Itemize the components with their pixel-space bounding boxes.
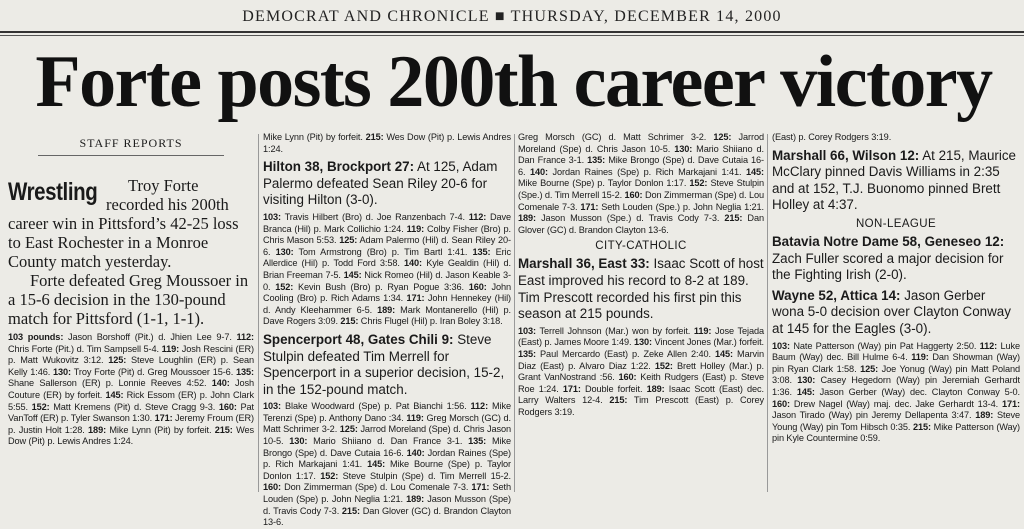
batavia-summary <box>772 234 1020 284</box>
marshall-east-summary <box>518 256 764 322</box>
spencerport-results-cont: Greg Morsch (GC) d. Matt Schrimer 3-2. 125: Jarrod Moreland (Spe) d. Chris Jason 10-5. 130: Mario Shiiano d. Dan France 3-1. 135: Mike Brongo (Spe) d. Dave Cutaia 16-6. 140: Jordan Raines (Spe) p. Rich Markajani 1:41. 145: Mike Bourne (Spe) p. Taylor Donlon 1:17. 152: Steve Stulpin (Spe.) d. Tim Merrell 15-2. 160: Don Zimmerman (Spe) d. Lou Comenale 7-3. 171: Seth Louden (Spe.) p. John Neglia 1:21. 189: Jason Musson (Spe.) d. Travis Cody 7-3. 215: Dan Glover (GC) d. Brandon Clayton 13-6. <box>518 132 765 235</box>
hilton-text: At 125, Adam Palermo defeated Sean Riley 20-6 for visiting Hilton (3-0). <box>263 159 498 208</box>
lede-paragraph-2: Forte defeated Greg Moussoer in a 15-6 decision in the 130-pound match for Pittsford (1-1, 1-1). <box>8 271 249 328</box>
column-3 <box>518 132 764 494</box>
column-2 <box>263 132 512 528</box>
column-divider <box>767 134 768 492</box>
column-divider <box>514 134 515 492</box>
hilton-summary <box>263 159 511 209</box>
hilton-heading: Hilton 38, Brockport 27: <box>263 159 415 175</box>
wayne-text: Jason Gerber wona 5-0 decision over Clayton Conway at 145 for the Eagles (3-0). <box>772 287 1011 336</box>
marshall-east-results: 103: Terrell Johnson (Mar.) won by forfeit. 119: Jose Tejada (East) p. James Moore 1:49. 130: Vincent Jones (Mar.) forfeit. 135: Paul Mercardo (East) p. Zeke Allen 2:40. 145: Marvin Diaz (East) p. Alvaro Diaz 1:22. 152: Brett Holley (Mar.) p. Grant VanNostrand :56. 160: Keith Rudgers (East) p. Steve Roe 1:24. 171: Double forfeit. 189: Isaac Scott (East) dec. Larry Walters 12-4. 215: Tim Prescott (East) p. Corey Rodgers 3:19. <box>518 325 765 417</box>
spencerport-summary <box>263 332 511 398</box>
lede <box>8 176 254 328</box>
lede-paragraph-1: Troy Forte recorded his 200th career win in Pittsford’s 42-25 loss to East Rochester in a Monroe County match yesterday. <box>8 176 239 271</box>
wayne-summary <box>772 288 1020 338</box>
marshall-east-text: Isaac Scott of host East improved his record to 8-2 at 189. Tim Prescott recorded his first pin this season at 215 pounds. <box>518 256 764 322</box>
byline: STAFF REPORTS <box>79 136 183 150</box>
spencerport-heading: Spencerport 48, Gates Chili 9: <box>263 331 454 347</box>
wayne-heading: Wayne 52, Attica 14: <box>772 287 901 303</box>
masthead-rule-thin <box>0 35 1024 36</box>
pittsford-results: 103 pounds: Jason Borshoff (Pit.) d. Jhien Lee 9-7. 112: Chris Forte (Pit.) d. Tim Sampsell 5-4. 119: Josh Rescini (ER) p. Matt Wukovitz 3:12. 125: Steve Loughlin (ER) p. Sean Kelly 1:46. 130: Troy Forte (Pit) d. Greg Moussoer 15-6. 135: Shane Sallerson (ER) p. Lonnie Reeves 4:52. 140: Josh Couture (ER) by forfeit. 145: Rick Essom (ER) p. John Clark 5:55. 152: Matt Kremens (Pit) d. Steve Cragg 9-3. 160: Pat VanToff (ER) p. Tyler Swanson 1:30. 171: Jeremy Froum (ER) p. Justin Holt 1:28. 189: Mike Lynn (Pit) by forfeit. 215: Wes Dow (Pit) p. Lewis Andres 1:24. <box>8 332 254 447</box>
headline: Forte posts 200th career victory <box>35 41 992 123</box>
marshall-wilson-text: At 215, Maurice McClary pinned Davis Williams in 2:35 and at 152, T.J. Buonomo pinned Brett Holley at 4:37. <box>772 147 1016 213</box>
column-divider <box>258 134 259 492</box>
masthead: DEMOCRAT AND CHRONICLE ■ THURSDAY, DECEMBER 14, 2000 <box>242 8 782 25</box>
section-heading: CITY-CATHOLIC <box>595 240 687 253</box>
marshall-wilson-summary <box>772 148 1020 214</box>
marshall-wilson-heading: Marshall 66, Wilson 12: <box>772 147 920 163</box>
masthead-rule <box>0 31 1024 33</box>
column-4 <box>772 132 1020 494</box>
hilton-results: 103: Travis Hilbert (Bro) d. Joe Ranzenbach 7-4. 112: Dave Branca (Hil) p. Mark Collichio 1:24. 119: Colby Fisher (Bro) p. Chris Mason 5:53. 125: Adam Palermo (Hil) d. Sean Riley 20-6. 130: Tom Armstrong (Bro) p. Tim Bartl 1:41. 135: Eric Allerdice (Hil) p. Todd Ford 3:58. 140: Kyle Gealdin (Hil) d. Brian Freeman 7-5. 145: Nick Romeo (Hil) d. Jason Keable 3-0. 152: Kevin Bush (Bro) p. Ryan Pogue 3:36. 160: John Cooling (Bro) p. Rich Adams 1:34. 171: John Hennekey (Hil) d. Andy Kleehammer 6-5. 189: Mark Montanerello (Hil) p. Dave Rogers 3:09. 215: Chris Flugel (Hil) p. Iran Boley 3:18. <box>263 211 512 327</box>
marshall-east-heading: Marshall 36, East 33: <box>518 256 650 272</box>
section-heading: NON-LEAGUE <box>855 217 937 230</box>
wayne-results: 103: Nate Patterson (Way) pin Pat Haggerty 2:50. 112: Luke Baum (Way) dec. Bill Hulme 6-4. 119: Dan Showman (Way) pin Ryan Clark 1:58. 125: Joe Yonug (Way) pin Matt Poland 3:08. 130: Casey Hegedorn (Way) pin Jeremiah Gerhardt 1:36. 145: Jason Gerber (Way) dec. Clayton Conway 5-0. 160: Drew Nagel (Way) maj. dec. Jake Gerhardt 13-4. 171: Jason Tirado (Way) pin Jeremy Dellapenta 3:47. 189: Steve Young (Way) pin Tom Hibsch 0:35. 215: Mike Patterson (Way) pin Kyle Countermine 0:59. <box>772 340 1021 444</box>
column-1 <box>8 132 254 494</box>
batavia-heading: Batavia Notre Dame 58, Geneseo 12: <box>772 233 1005 249</box>
batavia-text: Zach Fuller scored a major decision for the Fighting Irish (2-0). <box>772 250 1004 283</box>
pittsford-results-cont: Mike Lynn (Pit) by forfeit. 215: Wes Dow (Pit) p. Lewis Andres 1:24. <box>263 132 511 154</box>
marshall-east-results-cont: (East) p. Corey Rodgers 3:19. <box>772 132 892 142</box>
section-kicker: Wrestling <box>8 178 98 206</box>
spencerport-text: Steve Stulpin defeated Tim Merrell for Spencerport in a superior decision, 15-2, in the 152-pound match. <box>263 331 505 397</box>
spencerport-results: 103: Blake Woodward (Spe) p. Pat Bianchi 1:56. 112: Mike Terenzi (Spe) p. Anthony Dano :34. 119: Greg Morsch (GC) d. Matt Schrimer 3-2. 125: Jarrod Moreland (Spe) d. Chris Jason 10-5. 130: Mario Shiiano d. Dan France 3-1. 135: Mike Brongo (Spe) d. Dave Cutaia 16-6. 140: Jordan Raines (Spe) p. Rich Markajani 1:41. 145: Mike Bourne (Spe) p. Taylor Donlon 1:17. 152: Steve Stulpin (Spe) d. Tim Merrell 15-2. 160: Don Zimmerman (Spe) d. Lou Comenale 7-3. 171: Seth Louden (Spe) p. John Neglia 1:21. 189: Jason Musson (Spe) d. Travis Cody 7-3. 215: Dan Glover (GC) d. Brandon Clayton 13-6. <box>263 401 512 528</box>
byline-rule <box>38 155 224 156</box>
